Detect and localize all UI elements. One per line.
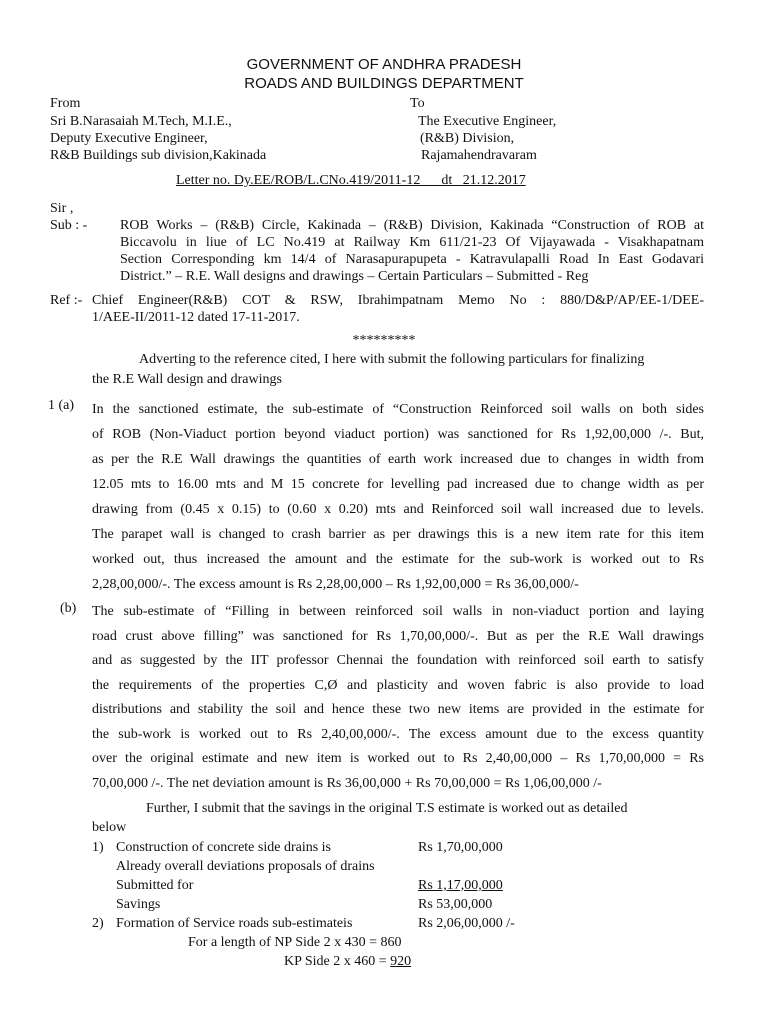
item-1a-line: 12.05 mts to 16.00 mts and M 15 concrete for levelling pad increased due to change width as per [92, 477, 704, 492]
item-1b-label: (b) [60, 601, 77, 616]
savings-item-2-kp-line [284, 953, 411, 970]
reference-line: Chief Engineer(R&B) COT & RSW, Ibrahimpatnam Memo No : 880/D&P/AP/EE-1/DEE- [92, 293, 704, 308]
subject-line: ROB Works – (R&B) Circle, Kakinada – (R&B) Division, Kakinada “Construction of ROB at [120, 218, 704, 233]
to-line-1: The Executive Engineer, [418, 114, 557, 129]
reference-line: 1/AEE-II/2011-12 dated 17-11-2017. [92, 310, 300, 325]
item-1b-line: road crust above filling” was sanctioned for Rs 1,70,00,000/-. But as per the R.E Wall drawings [92, 628, 704, 644]
header-department: ROADS AND BUILDINGS DEPARTMENT [244, 75, 524, 92]
savings-item-1-savings-value: Rs 53,00,000 [418, 897, 493, 912]
kp-line-text: KP Side 2 x 460 = [284, 954, 391, 969]
subject-line: Section Corresponding km 14/4 of Narasapurapupeta - Katravulapalli Road In East Godavari [120, 252, 704, 267]
subject-text [120, 217, 704, 285]
item-1b-line: The sub-estimate of “Filling in between reinforced soil walls in non-viaduct portion and laying [92, 604, 704, 619]
item-1a-label: 1 (a) [48, 398, 75, 413]
item-1a-line: as per the R.E Wall drawings the quantities of earth work increased due to changes in width from [92, 452, 704, 467]
item-1b-line: 70,00,000 /-. The net deviation amount is Rs 36,00,000 + Rs 70,00,000 = Rs 1,06,00,000 /- [92, 775, 602, 791]
item-1b-line: the sub-work is worked out to Rs 2,40,00,000/-. The excess amount due to the excess quantity [92, 726, 704, 742]
header-government: GOVERNMENT OF ANDHRA PRADESH [246, 56, 522, 73]
subject-line: Biccavolu in liue of LC No.419 at Railway Km 611/21-23 Of Vijayawada - Visakhapatnam [120, 235, 704, 250]
savings-item-2-number: 2) [92, 916, 104, 931]
item-1a-line: of ROB (Non-Viaduct portion beyond viaduct portion) was sanctioned for Rs 1,92,00,000 /-. But, [92, 427, 704, 442]
savings-item-1-label: Construction of concrete side drains is [116, 840, 332, 855]
letter-reference: Letter no. Dy.EE/ROB/L.CNo.419/2011-12 dt 21.12.2017 [176, 173, 526, 188]
item-1a-line: 2,28,00,000/-. The excess amount is Rs 2,28,00,000 – Rs 1,92,00,000 = Rs 36,00,000/- [92, 577, 579, 592]
savings-item-1-line-3: Submitted for [116, 878, 194, 893]
subject-label: Sub : - [50, 218, 88, 233]
item-1a-text [92, 397, 704, 597]
from-line-1: Sri B.Narasaiah M.Tech, M.I.E., [50, 114, 232, 129]
to-line-2: (R&B) Division, [420, 131, 515, 146]
savings-item-1-line-2: Already overall deviations proposals of drains [116, 859, 375, 874]
intro-line-1: Adverting to the reference cited, I here with submit the following particulars for finalizing [139, 352, 645, 367]
to-label: To [410, 96, 425, 111]
item-1b-line: distributions and stability the soil and hence these two new items are provided in the estimate for [92, 702, 704, 717]
reference-label: Ref :- [50, 293, 83, 308]
item-1b-line: the requirements of the properties C,Ø and plasticity and woven fabric is also provide to load [92, 677, 704, 693]
separator: ********* [352, 333, 416, 348]
from-line-2: Deputy Executive Engineer, [50, 131, 208, 146]
from-label: From [50, 96, 81, 111]
subject-line: District.” – R.E. Wall designs and drawings – Certain Particulars – Submitted - Reg [120, 269, 589, 284]
to-line-3: Rajamahendravaram [421, 148, 537, 163]
kp-line-value: 920 [390, 954, 412, 969]
intro-line-2: the R.E Wall design and drawings [92, 372, 282, 387]
reference-text [92, 292, 704, 326]
item-1a-line: The parapet wall is changed to crash barrier as per drawings this is a new item rate for this item [92, 527, 704, 542]
savings-item-2-value: Rs 2,06,00,000 /- [418, 916, 515, 931]
item-1a-line: drawing from (0.45 x 0.15) to (0.60 x 0.20) mts and Reinforced soil wall increased due to levels. [92, 502, 704, 517]
salutation: Sir , [50, 201, 74, 216]
further-line-2: below [92, 820, 127, 835]
savings-item-1-submitted-value: Rs 1,17,00,000 [418, 878, 503, 893]
item-1b-text [92, 600, 704, 796]
savings-item-1-line-4: Savings [116, 897, 161, 912]
savings-item-2-label: Formation of Service roads sub-estimateis [116, 916, 353, 931]
from-line-3: R&B Buildings sub division,Kakinada [50, 148, 267, 163]
savings-item-1-value: Rs 1,70,00,000 [418, 840, 503, 855]
further-line-1: Further, I submit that the savings in the original T.S estimate is worked out as detailed [146, 801, 628, 816]
savings-item-2-np-line: For a length of NP Side 2 x 430 = 860 [188, 935, 402, 950]
savings-item-1-number: 1) [92, 840, 104, 855]
item-1a-line: worked out, thus increased the amount and the estimate for the sub-work is worked out to Rs [92, 552, 704, 567]
item-1a-line: In the sanctioned estimate, the sub-estimate of “Construction Reinforced soil walls on both sides [92, 402, 704, 417]
item-1b-line: over the original estimate and new item is worked out to Rs 2,40,00,000 – Rs 1,70,00,000 = Rs [92, 751, 704, 766]
item-1b-line: and as suggested by the IIT professor Chennai the foundation with reinforced soil earth to satisfy [92, 653, 704, 668]
